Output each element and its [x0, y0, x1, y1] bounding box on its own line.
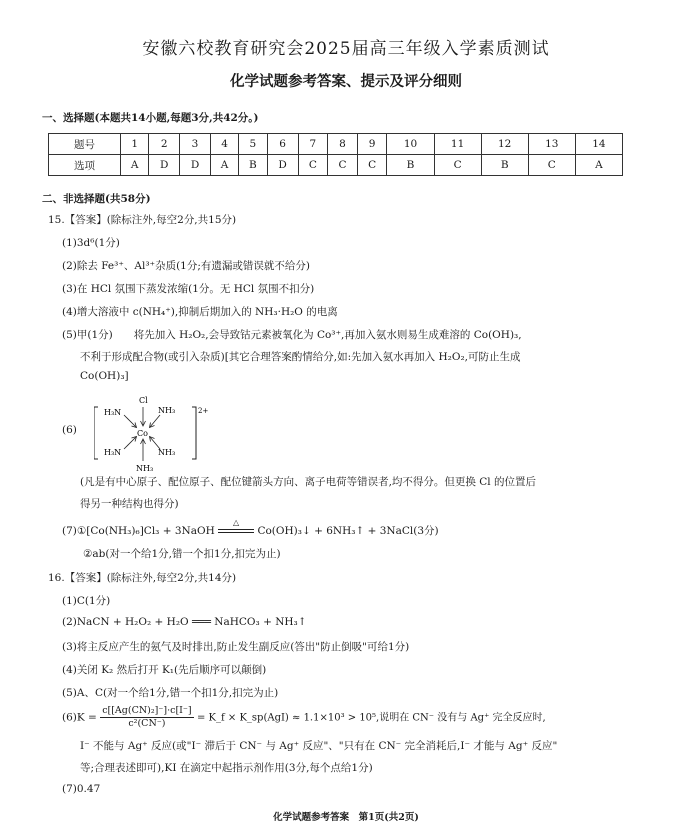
q15-part6-note-line2: 得另一种结构也得分) — [80, 498, 179, 510]
equilibrium-fraction — [100, 705, 193, 730]
q15-part5-line2: 不利于形成配合物(或引入杂质)[其它合理答案酌情给分,如:先加入氨水再加入 H₂O₂,可防止生成 — [80, 351, 521, 363]
q15-part7-eq-right: Co(OH)₃↓ + 6NH₃↑ + 3NaCl(3分) — [257, 525, 439, 537]
answer-cell: C — [357, 155, 387, 176]
complex-charge: 2+ — [198, 407, 209, 415]
question-number-cell: 12 — [481, 134, 528, 155]
answer-cell: C — [328, 155, 358, 176]
left-bracket — [94, 407, 98, 459]
q16-part3: (3)将主反应产生的氨气及时排出,防止发生副反应(答出"防止倒吸"可给1分) — [62, 641, 410, 653]
cobalt-complex-structure — [94, 393, 214, 473]
q16-part6-rest: = K_f × K_sp(AgI) ≈ 1.1×10³ > 10⁵,说明在 CN⁻ 没有与 Ag⁺ 完全反应时, — [196, 712, 546, 724]
question-number-cell: 2 — [149, 134, 180, 155]
q16-part4: (4)关闭 K₂ 然后打开 K₁(先后顺序可以颠倒) — [62, 664, 267, 676]
q15-part7-eq-left: (7)①[Co(NH₃)₆]Cl₃ + 3NaOH — [62, 525, 215, 537]
fraction-numerator: c[[Ag(CN)₂]⁻]·c[I⁻] — [102, 705, 192, 716]
ligand-lower-left: H₃N — [104, 448, 122, 457]
answer-cell: B — [481, 155, 528, 176]
q16-part6-equation — [62, 705, 546, 730]
ligand-lower-right: NH₃ — [158, 448, 176, 457]
answer-cell: B — [239, 155, 268, 176]
fraction-denominator: c²(CN⁻) — [128, 718, 166, 729]
question-number-cell: 6 — [267, 134, 298, 155]
answer-cell: C — [528, 155, 575, 176]
answer-cell: A — [121, 155, 149, 176]
page-footer: 化学试题参考答案 第1页(共2页) — [273, 812, 419, 823]
question-number-cell: 10 — [387, 134, 434, 155]
reaction-condition-arrow — [218, 518, 254, 533]
q16-part1: (1)C(1分) — [62, 595, 111, 607]
document-title: 安徽六校教育研究会2025届高三年级入学素质测试 — [142, 39, 550, 59]
q15-part5-line3: Co(OH)₃] — [80, 370, 129, 382]
question-number-cell: 14 — [575, 134, 622, 155]
answer-cell: B — [387, 155, 434, 176]
question-number-cell: 7 — [298, 134, 328, 155]
answer-cell: D — [267, 155, 298, 176]
q15-part3: (3)在 HCl 氛围下蒸发浓缩(1分。无 HCl 氛围不扣分) — [62, 283, 315, 295]
answer-cell: C — [434, 155, 481, 176]
q15-heading: 15.【答案】(除标注外,每空2分,共15分) — [48, 214, 237, 226]
question-number-cell: 9 — [357, 134, 387, 155]
question-number-cell: 8 — [328, 134, 358, 155]
question-number-cell: 3 — [180, 134, 211, 155]
q16-part6-line3: 等;合理表述即可),KI 在滴定中起指示剂作用(3分,每个点给1分) — [80, 762, 373, 774]
q16-part6-k: (6)K = — [62, 711, 97, 724]
q15-part2: (2)除去 Fe³⁺、Al³⁺杂质(1分;有遗漏或错误就不给分) — [62, 260, 310, 272]
heat-condition: △ — [233, 518, 240, 527]
answer-table — [48, 133, 623, 176]
q16-heading: 16.【答案】(除标注外,每空2分,共14分) — [48, 572, 237, 584]
row-label-question: 题号 — [49, 134, 121, 155]
q15-part6-note-line1: (凡是有中心原子、配位原子、配位键箭头方向、离子电荷等错误者,均不得分。但更换 Cl 的位置后 — [80, 476, 536, 488]
right-bracket — [192, 407, 196, 459]
q15-part1: (1)3d⁶(1分) — [62, 237, 120, 249]
answer-cell: C — [298, 155, 328, 176]
question-number-cell: 1 — [121, 134, 149, 155]
document-subtitle: 化学试题参考答案、提示及评分细则 — [230, 73, 462, 90]
ligand-upper-left: H₃N — [104, 408, 122, 417]
section-heading-mc: 一、选择题(本题共14小题,每题3分,共42分。) — [42, 112, 259, 124]
q15-part6-label: (6) — [62, 424, 77, 436]
ligand-top: Cl — [139, 396, 148, 405]
answer-cell: A — [210, 155, 238, 176]
q16-part2: (2)NaCN + H₂O₂ + H₂O ═══ NaHCO₃ + NH₃↑ — [62, 616, 307, 628]
answer-cell: D — [180, 155, 211, 176]
answer-row — [49, 155, 623, 176]
q16-part7: (7)0.47 — [62, 783, 101, 795]
question-number-cell: 5 — [239, 134, 268, 155]
q15-part7-sub2: ②ab(对一个给1分,错一个扣1分,扣完为止) — [83, 548, 281, 560]
section-heading-nonmc: 二、非选择题(共58分) — [42, 193, 151, 205]
question-number-cell: 4 — [210, 134, 238, 155]
question-number-cell: 13 — [528, 134, 575, 155]
answer-cell: D — [149, 155, 180, 176]
row-label-answer: 选项 — [49, 155, 121, 176]
question-number-cell: 11 — [434, 134, 481, 155]
q15-part4: (4)增大溶液中 c(NH₄⁺),抑制后期加入的 NH₃·H₂O 的电离 — [62, 306, 338, 318]
complex-center-atom: Co — [137, 429, 148, 438]
answer-cell: A — [575, 155, 622, 176]
ligand-bottom: NH₃ — [136, 464, 154, 473]
q15-part5-line1: (5)甲(1分) 将先加入 H₂O₂,会导致钴元素被氧化为 Co³⁺,再加入氨水则易生成难溶的 Co(OH)₃, — [62, 329, 522, 341]
q15-part7-eq — [62, 518, 439, 538]
question-number-row — [49, 134, 623, 155]
q16-part6-line2: I⁻ 不能与 Ag⁺ 反应(或"I⁻ 滞后于 CN⁻ 与 Ag⁺ 反应"、"只有在 CN⁻ 完全消耗后,I⁻ 才能与 Ag⁺ 反应" — [80, 740, 558, 752]
q16-part5: (5)A、C(对一个给1分,错一个扣1分,扣完为止) — [62, 687, 279, 699]
ligand-upper-right: NH₃ — [158, 406, 176, 415]
